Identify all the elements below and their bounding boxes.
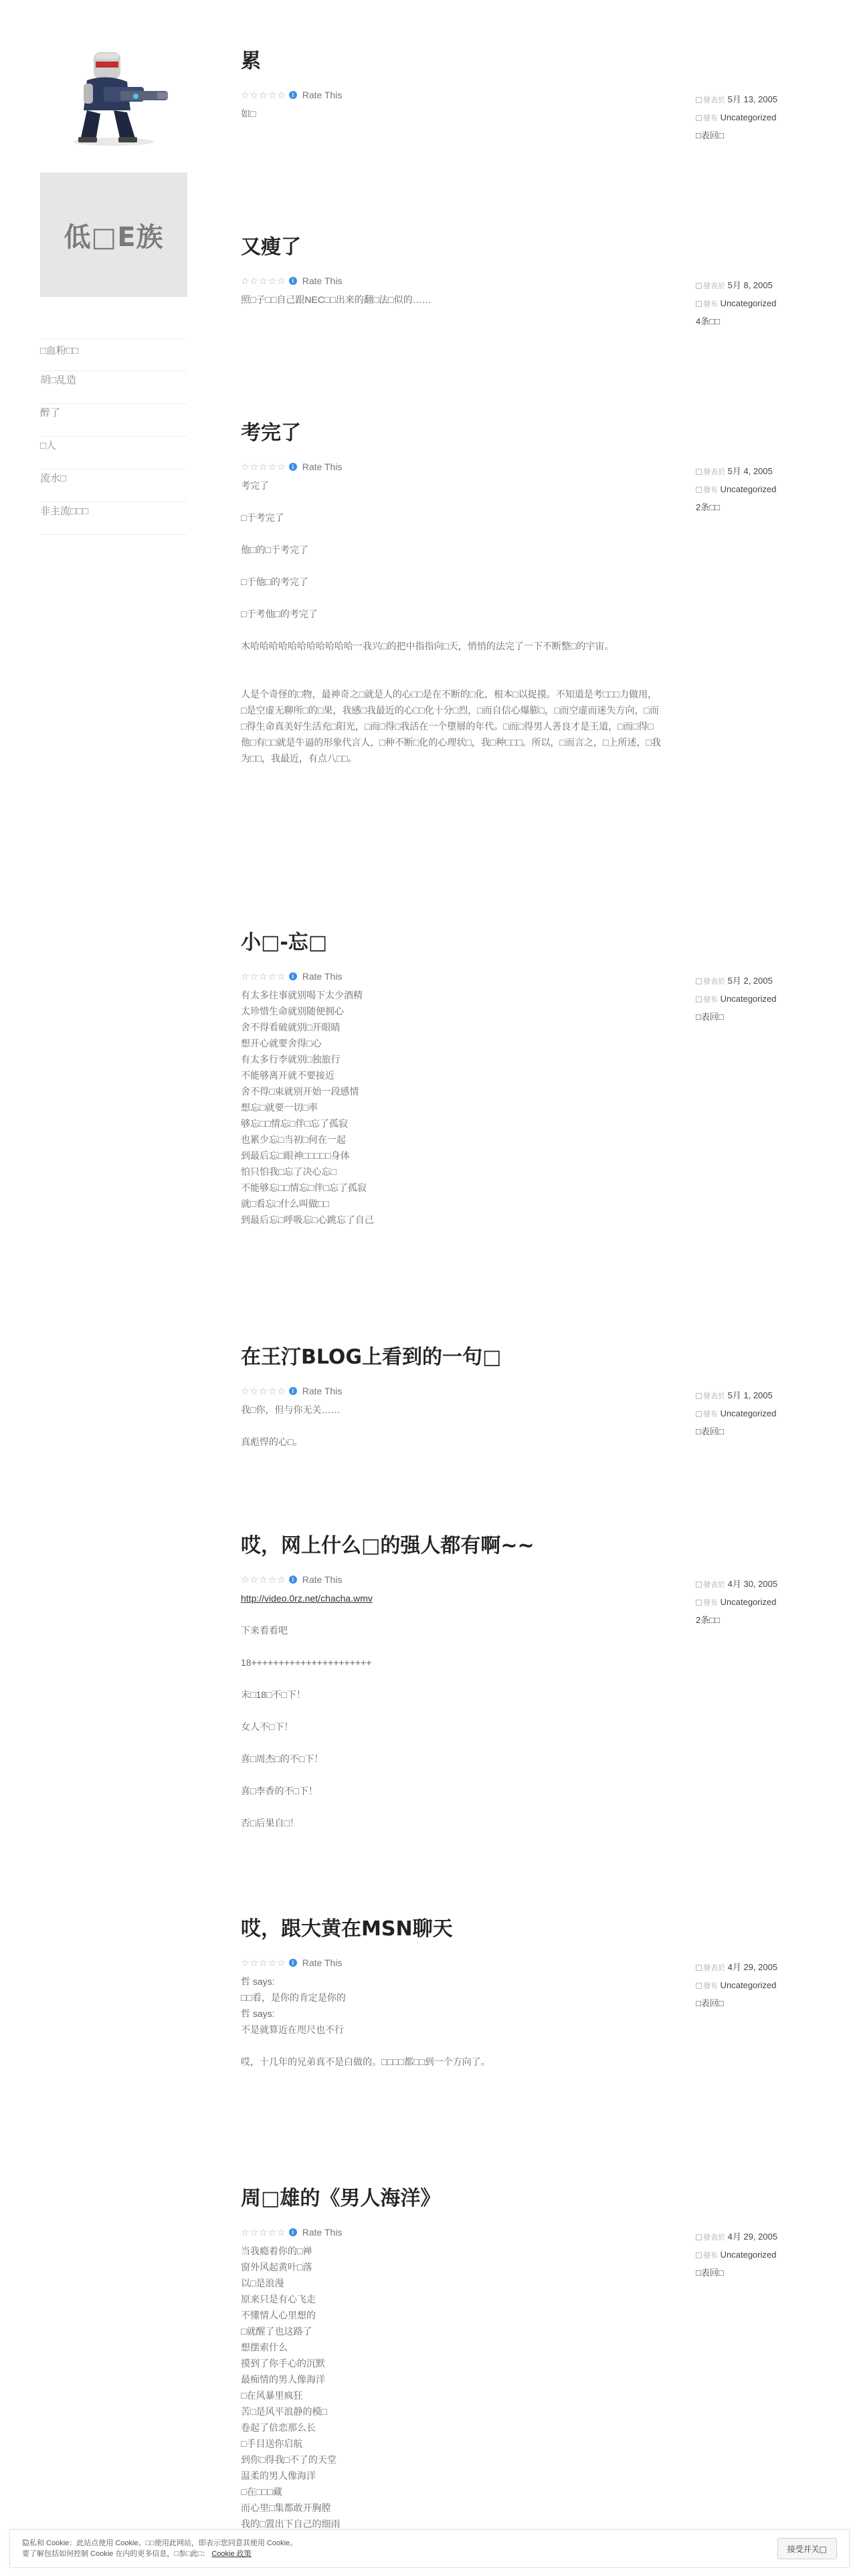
post-body <box>241 2243 662 2532</box>
cookie-banner <box>9 2529 850 2568</box>
post-meta: 發表於 4月 29, 2005 發布 Uncategorized □表回□ <box>696 1962 778 2008</box>
sidebar <box>40 47 187 535</box>
post-category[interactable]: Uncategorized <box>720 1597 777 1607</box>
post-line: □就醒了也这路了 <box>241 2326 312 2337</box>
folder-icon <box>696 2252 702 2258</box>
post <box>241 1533 789 1847</box>
post-line: 舍不得看破就别□开眼睛 <box>241 1022 341 1033</box>
post-title[interactable]: 哎，跟大黄在MSN聊天 <box>241 1917 453 1941</box>
post-body <box>241 292 662 308</box>
post-meta: 發表於 5月 1, 2005 發布 Uncategorized □表回□ <box>696 1390 777 1436</box>
post-date[interactable]: 5月 13, 2005 <box>727 94 778 104</box>
post-date[interactable]: 5月 1, 2005 <box>727 1390 773 1400</box>
post-body <box>241 1590 662 1831</box>
post-date[interactable]: 5月 4, 2005 <box>727 466 773 476</box>
post-line: 想开心就要舍得□心 <box>241 1038 322 1049</box>
post <box>241 234 789 324</box>
post-line: 舍不得□束就别开始一段感情 <box>241 1086 359 1097</box>
post-line: 我的□置出下自己的细雨 <box>241 2518 341 2529</box>
post-paragraph: 否□后果自□！ <box>241 1818 299 1828</box>
post-category[interactable]: Uncategorized <box>720 112 777 122</box>
post-line: 够忘□□情忘□伴□忘了孤寂 <box>241 1118 348 1129</box>
folder-icon <box>696 1411 702 1417</box>
post-category[interactable]: Uncategorized <box>720 484 777 494</box>
cookie-text-line: 要了解包括如何控制 Cookie 在内的更多信息，□参□此□： <box>22 2550 210 2558</box>
rate-this-label: Rate This <box>302 461 343 472</box>
post-paragraph: 18++++++++++++++++++++++ <box>241 1657 372 1668</box>
post-comments-link[interactable]: □表回□ <box>696 2268 724 2278</box>
post-line: 以□是浪漫 <box>241 2278 284 2288</box>
post-title[interactable]: 累 <box>241 49 261 73</box>
rate-this-label: Rate This <box>302 90 343 100</box>
post-line: 卷起了倍恋那么长 <box>241 2422 316 2433</box>
folder-icon <box>696 1600 702 1606</box>
post-line: 温柔的男人像海洋 <box>241 2470 316 2481</box>
calendar-icon <box>696 2234 702 2240</box>
post-meta: 發表於 5月 4, 2005 發布 Uncategorized 2条□□ <box>696 466 777 512</box>
post-meta: 發表於 4月 29, 2005 發布 Uncategorized □表回□ <box>696 2232 778 2278</box>
rate-this-label: Rate This <box>302 2227 343 2238</box>
folder-icon <box>696 996 702 1002</box>
post-paragraph: 真彪悍的心□。 <box>241 1436 303 1447</box>
post-date[interactable]: 5月 2, 2005 <box>727 976 773 986</box>
post-date[interactable]: 5月 8, 2005 <box>727 280 773 290</box>
post-comments-link[interactable]: 4条□□ <box>696 316 720 326</box>
folder-icon <box>696 1983 702 1989</box>
rating-stars-icon[interactable]: ☆☆☆☆☆ <box>241 1957 286 1968</box>
cookie-notice <box>22 2538 624 2559</box>
post-title[interactable]: 哎，网上什么□的强人都有啊~~ <box>241 1534 535 1558</box>
post-paragraph: 未□18□不□下！ <box>241 1689 306 1700</box>
post-paragraph: □于他□的考完了 <box>241 576 308 587</box>
post-title[interactable]: 考完了 <box>241 421 301 445</box>
post-comments-link[interactable]: □表回□ <box>696 1998 724 2008</box>
post-line: 想忘□就要一切□率 <box>241 1102 318 1113</box>
calendar-icon <box>696 97 702 103</box>
calendar-icon <box>696 469 702 475</box>
calendar-icon <box>696 283 702 289</box>
post-line: 窗外风起黄叶□落 <box>241 2262 312 2272</box>
post-paragraph: □于考他□的考完了 <box>241 609 318 619</box>
info-icon[interactable]: i <box>289 463 297 471</box>
rating-stars-icon[interactable]: ☆☆☆☆☆ <box>241 461 286 472</box>
rating-stars-icon[interactable]: ☆☆☆☆☆ <box>241 1574 286 1585</box>
post-paragraph: 女人不□下！ <box>241 1721 294 1732</box>
post-paragraph: 我□你，但与你无关…… <box>241 1404 341 1415</box>
info-icon[interactable]: i <box>289 2228 297 2236</box>
post-paragraph: 喜□周杰□的不□下！ <box>241 1753 324 1764</box>
post-comments-link[interactable]: □表回□ <box>696 1012 724 1022</box>
post-paragraph: 人是个奇怪的□物，最神奇之□就是人的心□□是在不断的□化，根本□以捉摸。不知道是考□□□力做用，□是空虚无聊所□的□果，我感□我最近的心□□化十分□烈，□而自信心爆膨□，□而空虚而迷失方向，□而□得生命真美好生活充□阳光，□而□得□我活在一个墮層的年代。□而□得男人善良才是王道，□而□得□他□有□□就是牛逼的形象代言人，□种不断□化的心理状□，我□种□□□。所以，□而言之，□上所述，□我为□□，我最近，有点八□□。 <box>241 689 661 764</box>
post-line: 怕只怕我□忘了决心忘□ <box>241 1166 337 1177</box>
accept-cookies-button[interactable]: 接受并关□ <box>777 2538 837 2559</box>
post-line: 哲 says: <box>241 2008 275 2019</box>
post-paragraph: 下来看看吧 <box>241 1625 288 1636</box>
post-category[interactable]: Uncategorized <box>720 2250 777 2260</box>
post-line: 想摆索什么 <box>241 2342 288 2353</box>
post-line: 到最后忘□呼吸忘□心跳忘了自己 <box>241 1214 374 1225</box>
post-line: 苦□是风平浪静的模□ <box>241 2406 327 2417</box>
post-line: □在风暴里疯狂 <box>241 2390 303 2401</box>
post-line: 当我瘾着你的□禅 <box>241 2246 312 2256</box>
post-body <box>241 106 662 122</box>
post-category[interactable]: Uncategorized <box>720 1408 777 1418</box>
post-title[interactable]: 小□-忘□ <box>241 931 328 954</box>
post-paragraph: 喜□李香的不□下！ <box>241 1786 318 1796</box>
post-line: 不能够离开就不要接近 <box>241 1070 335 1081</box>
post-paragraph: 他□的□于考完了 <box>241 544 308 555</box>
post-link[interactable]: http://video.0rz.net/chacha.wmv <box>241 1593 373 1604</box>
folder-icon <box>696 487 702 493</box>
post <box>241 1916 789 2086</box>
rate-this-label: Rate This <box>302 1957 343 1968</box>
post-meta: 發表於 5月 13, 2005 發布 Uncategorized □表回□ <box>696 94 778 140</box>
post <box>241 1344 789 1466</box>
post-date[interactable]: 4月 29, 2005 <box>727 2232 778 2242</box>
post-title[interactable]: 又瘦了 <box>241 235 301 259</box>
sidebar-item-category-1[interactable]: □血粉□□ <box>40 338 187 371</box>
rating-stars-icon[interactable]: ☆☆☆☆☆ <box>241 1385 286 1396</box>
post-line: 有太多行李就别□独旅行 <box>241 1054 341 1065</box>
post-comments-link[interactable]: 2条□□ <box>696 502 720 512</box>
folder-icon <box>696 115 702 121</box>
post-category[interactable]: Uncategorized <box>720 994 777 1004</box>
post <box>241 2185 789 2532</box>
post-body <box>241 987 662 1228</box>
post <box>241 48 789 138</box>
post-line: □□看，是你的肯定是你的 <box>241 1992 346 2003</box>
rating-stars-icon[interactable]: ☆☆☆☆☆ <box>241 275 286 286</box>
rating-stars-icon[interactable]: ☆☆☆☆☆ <box>241 2226 286 2238</box>
post-line: □在□□□藏 <box>241 2486 282 2497</box>
info-icon[interactable]: i <box>289 91 297 99</box>
post-paragraph: 哎，十几年的兄弟真不是白做的。□□□□都□□到一个方向了。 <box>241 2056 490 2067</box>
info-icon[interactable]: i <box>289 1576 297 1584</box>
post-line: 不能够忘□□情忘□伴□忘了孤寂 <box>241 1182 367 1193</box>
sidebar-item-category-4[interactable]: □人 <box>40 437 187 469</box>
post-line: 原来只是有心飞走 <box>241 2294 316 2304</box>
post-title[interactable]: 在王汀BLOG上看到的一句□ <box>241 1346 502 1369</box>
folder-icon <box>696 301 702 307</box>
post-paragraph: 照□子□□自己跟NEC□□出来的翻□法□似的…… <box>241 294 432 305</box>
rating-stars-icon[interactable]: ☆☆☆☆☆ <box>241 970 286 982</box>
post-paragraph: 如□ <box>241 108 256 119</box>
rate-this-label: Rate This <box>302 971 343 982</box>
post-meta: 發表於 5月 8, 2005 發布 Uncategorized 4条□□ <box>696 280 777 326</box>
post-meta: 發表於 4月 30, 2005 發布 Uncategorized 2条□□ <box>696 1579 778 1625</box>
post-line: 有太多往事就别喝下太少酒精 <box>241 990 363 1000</box>
avatar[interactable] <box>57 47 171 147</box>
info-icon[interactable]: i <box>289 1959 297 1967</box>
info-icon[interactable]: i <box>289 277 297 285</box>
calendar-icon <box>696 1393 702 1399</box>
post-line: 摸到了你手心的沉默 <box>241 2358 325 2369</box>
sidebar-item-category-6[interactable]: 非主流□□□ <box>40 502 187 535</box>
post-comments-link[interactable]: 2条□□ <box>696 1615 720 1625</box>
post-line: 到最后忘□眼神□□□□□身体 <box>241 1150 350 1161</box>
post-body <box>241 1402 662 1450</box>
post-line: 就□看忘□什么叫做□□ <box>241 1198 329 1209</box>
post-comments-link[interactable]: □表回□ <box>696 130 724 140</box>
rate-this-label: Rate This <box>302 276 343 286</box>
cookie-policy-link[interactable]: Cookie 政策 <box>211 2550 252 2558</box>
rating-stars-icon[interactable]: ☆☆☆☆☆ <box>241 89 286 100</box>
post-line: 哲 says: <box>241 1976 275 1987</box>
post-comments-link[interactable]: □表回□ <box>696 1426 724 1436</box>
site-logo[interactable] <box>40 173 187 297</box>
sidebar-item-category-3[interactable]: 醉了 <box>40 404 187 437</box>
post-line: 到你□得我□不了的天堂 <box>241 2454 337 2465</box>
post-line: 最痴情的男人像海洋 <box>241 2374 325 2385</box>
post-line: □手目送你启航 <box>241 2438 303 2449</box>
avatar-image <box>57 47 171 147</box>
post-paragraph: □于考完了 <box>241 512 284 523</box>
post-paragraph: 考完了 <box>241 480 269 491</box>
post-line: 太珍惜生命就别随便拥心 <box>241 1006 344 1016</box>
post-title[interactable]: 周□雄的《男人海洋》 <box>241 2187 441 2210</box>
rate-this-label: Rate This <box>302 1386 343 1396</box>
calendar-icon <box>696 1965 702 1971</box>
post-date[interactable]: 4月 29, 2005 <box>727 1962 778 1972</box>
post-body <box>241 477 662 766</box>
site-logo-text: 低□E族 <box>64 221 164 253</box>
info-icon[interactable]: i <box>289 972 297 980</box>
info-icon[interactable]: i <box>289 1387 297 1395</box>
calendar-icon <box>696 1582 702 1588</box>
post-line: 而心里□集都敢开胸膛 <box>241 2502 331 2513</box>
rate-this-label: Rate This <box>302 1574 343 1585</box>
post-paragraph: 木哈哈哈哈哈哈哈哈哈哈哈一我兴□的把中指指向□天，悄悄的法完了一下不断整□的宇宙。 <box>241 641 614 651</box>
calendar-icon <box>696 978 702 984</box>
post-category[interactable]: Uncategorized <box>720 1980 777 1990</box>
post-line: 也累少忘□当初□何在一起 <box>241 1134 346 1145</box>
post-body <box>241 1973 662 2070</box>
post-meta: 發表於 5月 2, 2005 發布 Uncategorized □表回□ <box>696 976 777 1022</box>
sidebar-item-category-5[interactable]: 流水□ <box>40 469 187 502</box>
sidebar-item-category-2[interactable]: 胡□乱造 <box>40 371 187 404</box>
post <box>241 420 789 782</box>
post-line: 不是就算近在咫尺也不行 <box>241 2024 344 2035</box>
post-date[interactable]: 4月 30, 2005 <box>727 1579 778 1589</box>
sidebar-nav <box>40 338 187 535</box>
post-line: 不懂情人心里想的 <box>241 2310 316 2321</box>
cookie-text-line: 隐私和 Cookie：此站点使用 Cookie。□□使用此网站，即表示您同意其使用 Cookie。 <box>22 2539 298 2547</box>
post <box>241 930 789 1228</box>
post-category[interactable]: Uncategorized <box>720 298 777 308</box>
